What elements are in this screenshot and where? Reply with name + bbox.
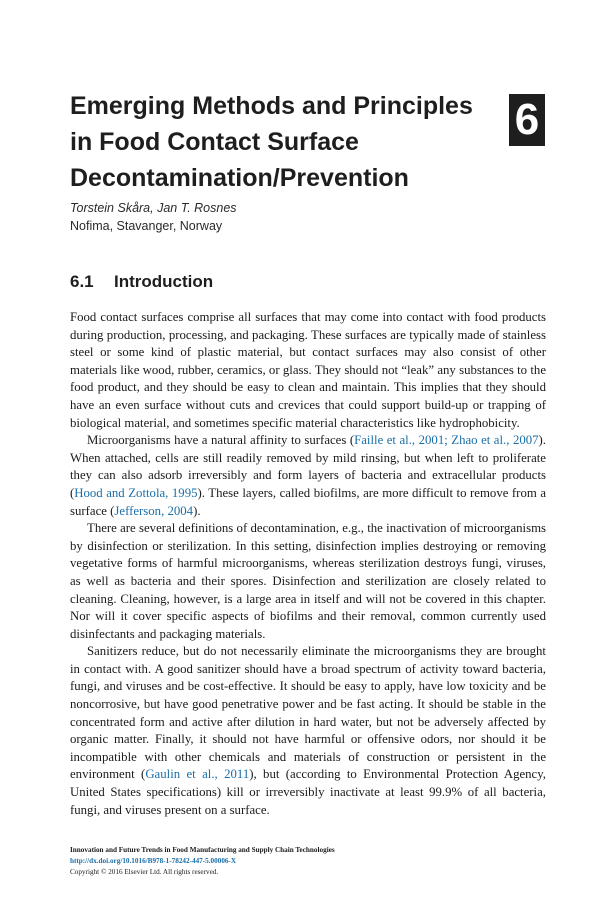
citation-link[interactable]: Gaulin et al., 2011 [145, 767, 250, 782]
citation-link[interactable]: Faille et al., 2001; Zhao et al., 2007 [354, 433, 539, 448]
paragraph-text: There are several definitions of decontamination, e.g., the inactivation of microorganisms by disinfection or sterilization. In this setting, disinfection implies destroying or removing vegetative forms of harmful microorganisms, whereas sterilization destroys fungi, viruses, as well as bacteria and their spores. Disinfection and sterilization are closely related to cleaning. Cleaning, however, is a large area in itself and will not be covered in this chapter. Nor will it cover specific aspects of biofilms and their removal, common currently used disinfectants and packaging materials. [70, 521, 546, 641]
page-footer [70, 845, 546, 878]
paragraph-text: ). These layers, called biofilms, are more difficult to remove from a surface ( [70, 485, 546, 518]
paragraph-text: ). When attached, cells are still readily removed by mild rinsing, but when left to proliferate they can also adsorb irreversibly and form layers of bacteria and extracellular products ( [70, 433, 547, 500]
citation-link[interactable]: Jefferson, 2004 [114, 503, 194, 518]
paragraph-text: ), but (according to Environmental Protection Agency, United States specifications) kill or irreversibly inactivate at least 99.9% of all bacteria, fungi, and viruses present on a surface. [70, 767, 547, 817]
paragraph-text: Sanitizers reduce, but do not necessarily eliminate the microorganisms they are brought in contact with. A good sanitizer should have a broad spectrum of activity toward bacteria, fungi, and viruses and be cost-effective. It should be easy to apply, have low toxicity and be noncorrosive, but have good penetrative power and be fast acting. It should be stable in the concentrated form and active after dilution in hard water, but not be adversely affected by organic matter. Finally, it should not have harmful or offensive odors, nor should it be incompatible with other chemicals and materials of construction or persistent in the environment ( [70, 644, 546, 782]
chapter-number-badge: 6 [509, 94, 545, 146]
citation-link[interactable]: Hood and Zottola, 1995 [74, 485, 198, 500]
chapter-title [70, 88, 490, 196]
chapter-title-line: Emerging Methods and Principles [70, 92, 473, 120]
paragraph-text: Microorganisms have a natural affinity to surfaces ( [87, 433, 355, 448]
body-text [70, 309, 546, 819]
section-heading [70, 272, 213, 292]
paragraph-text: Food contact surfaces comprise all surfaces that may come into contact with food products during production, processing, and packaging. These surfaces are typically made of stainless steel or some kind of plastic material, but contact surfaces may also consist of other materials like wood, rubber, ceramics, or glass. They should not “leak” any substances to the food product, and they should be easy to clean and maintain. This implies that they should have an even surface without cuts and crevices that could support build-up or trapping of biological material, and sometimes specific material characteristics like hydrophobicity. [70, 310, 546, 430]
copyright: Copyright © 2016 Elsevier Ltd. All rights reserved. [70, 868, 219, 876]
book-title: Innovation and Future Trends in Food Manufacturing and Supply Chain Technologies [70, 846, 335, 854]
section-number: 6.1 [70, 272, 94, 291]
affiliation: Nofima, Stavanger, Norway [70, 219, 223, 233]
paragraph [70, 432, 546, 520]
paragraph-text: ). [193, 503, 201, 518]
chapter-title-line: Decontamination/Prevention [70, 164, 409, 192]
section-title: Introduction [114, 272, 214, 291]
paragraph [70, 309, 546, 432]
paragraph [70, 520, 546, 643]
doi-link[interactable]: http://dx.doi.org/10.1016/B978-1-78242-447-5.00006-X [70, 857, 237, 865]
authors: Torstein Skåra, Jan T. Rosnes [70, 201, 237, 215]
paragraph [70, 643, 546, 819]
chapter-title-line: in Food Contact Surface [70, 128, 359, 156]
